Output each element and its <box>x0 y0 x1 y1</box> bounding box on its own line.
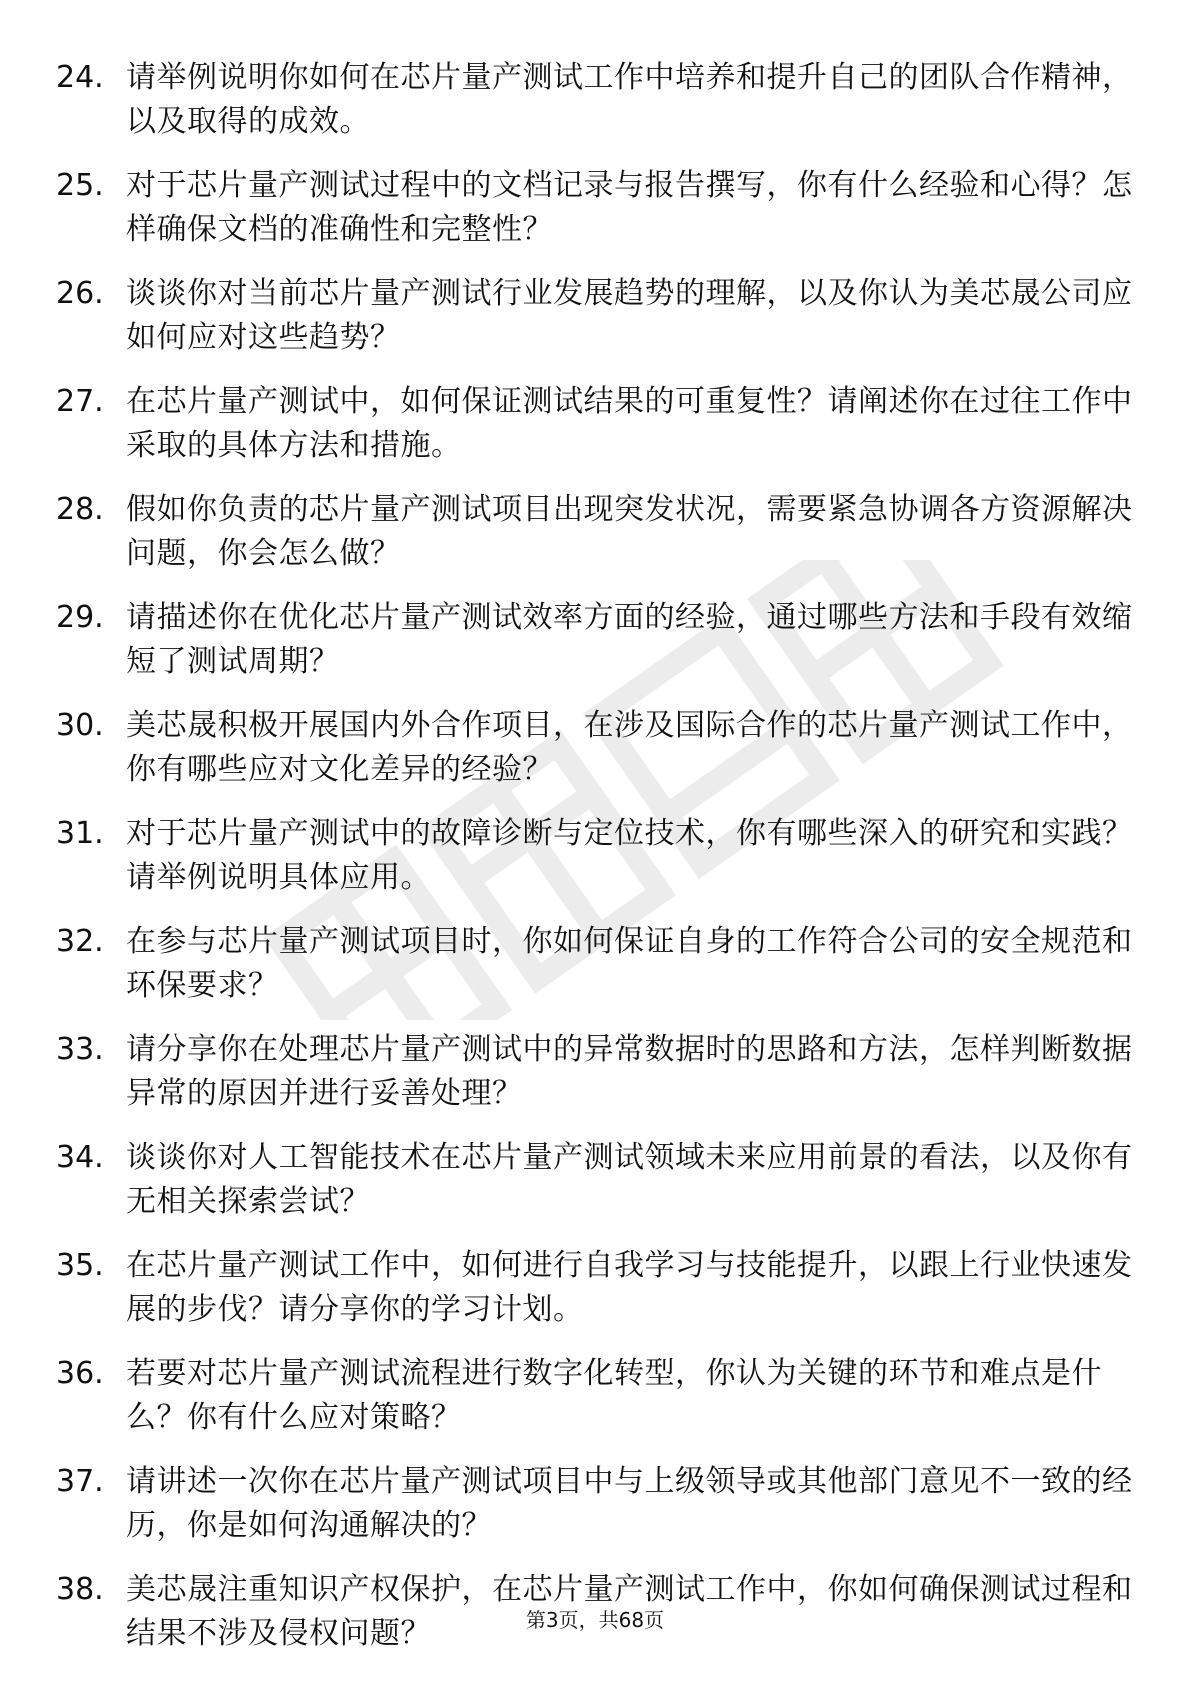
question-item <box>0 1028 1190 1136</box>
question-text: 请分享你在处理芯片量产测试中的异常数据时的思路和方法，怎样判断数据异常的原因并进行妥善处理？ <box>126 1032 1133 1111</box>
question-text: 若要对芯片量产测试流程进行数字化转型，你认为关键的环节和难点是什么？你有什么应对策略？ <box>126 1356 1102 1435</box>
question-item <box>0 812 1190 920</box>
question-item <box>0 56 1190 164</box>
question-item <box>0 1136 1190 1244</box>
page-footer: 第3页，共68页 <box>525 1608 665 1632</box>
question-number: 31. <box>56 816 104 851</box>
question-text: 在芯片量产测试工作中，如何进行自我学习与技能提升，以跟上行业快速发展的步伐？请分享你的学习计划。 <box>126 1248 1133 1327</box>
question-item <box>0 380 1190 488</box>
question-number: 38. <box>56 1572 104 1607</box>
question-number: 25. <box>56 168 104 203</box>
question-item <box>0 272 1190 380</box>
question-item <box>0 488 1190 596</box>
question-text: 请举例说明你如何在芯片量产测试工作中培养和提升自己的团队合作精神，以及取得的成效。 <box>126 60 1133 139</box>
question-text: 谈谈你对当前芯片量产测试行业发展趋势的理解，以及你认为美芯晟公司应如何应对这些趋势？ <box>126 276 1133 355</box>
question-number: 34. <box>56 1140 104 1175</box>
question-list <box>0 56 1190 1676</box>
question-item <box>0 704 1190 812</box>
question-item <box>0 920 1190 1028</box>
question-item <box>0 164 1190 272</box>
question-item <box>0 596 1190 704</box>
question-text: 对于芯片量产测试过程中的文档记录与报告撰写，你有什么经验和心得？怎样确保文档的准确性和完整性？ <box>126 168 1133 247</box>
question-number: 36. <box>56 1356 104 1391</box>
question-item <box>0 1352 1190 1460</box>
question-item <box>0 1460 1190 1568</box>
question-text: 美芯晟注重知识产权保护，在芯片量产测试工作中，你如何确保测试过程和结果不涉及侵权问题？ <box>126 1572 1133 1651</box>
question-text: 请讲述一次你在芯片量产测试项目中与上级领导或其他部门意见不一致的经历，你是如何沟通解决的？ <box>126 1464 1133 1543</box>
question-text: 在芯片量产测试中，如何保证测试结果的可重复性？请阐述你在过往工作中采取的具体方法和措施。 <box>126 384 1133 463</box>
question-number: 37. <box>56 1464 104 1499</box>
question-text: 谈谈你对人工智能技术在芯片量产测试领域未来应用前景的看法，以及你有无相关探索尝试？ <box>126 1140 1133 1219</box>
question-number: 28. <box>56 492 104 527</box>
question-text: 请描述你在优化芯片量产测试效率方面的经验，通过哪些方法和手段有效缩短了测试周期？ <box>126 600 1133 679</box>
question-number: 27. <box>56 384 104 419</box>
question-number: 32. <box>56 924 104 959</box>
question-number: 29. <box>56 600 104 635</box>
question-item <box>0 1244 1190 1352</box>
question-number: 33. <box>56 1032 104 1067</box>
question-text: 在参与芯片量产测试项目时，你如何保证自身的工作符合公司的安全规范和环保要求？ <box>126 924 1133 1003</box>
question-text: 对于芯片量产测试中的故障诊断与定位技术，你有哪些深入的研究和实践？请举例说明具体应用。 <box>126 816 1133 895</box>
question-number: 26. <box>56 276 104 311</box>
question-text: 美芯晟积极开展国内外合作项目，在涉及国际合作的芯片量产测试工作中，你有哪些应对文化差异的经验？ <box>126 708 1133 787</box>
question-text: 假如你负责的芯片量产测试项目出现突发状况，需要紧急协调各方资源解决问题，你会怎么做？ <box>126 492 1133 571</box>
question-number: 24. <box>56 60 104 95</box>
question-number: 30. <box>56 708 104 743</box>
question-number: 35. <box>56 1248 104 1283</box>
